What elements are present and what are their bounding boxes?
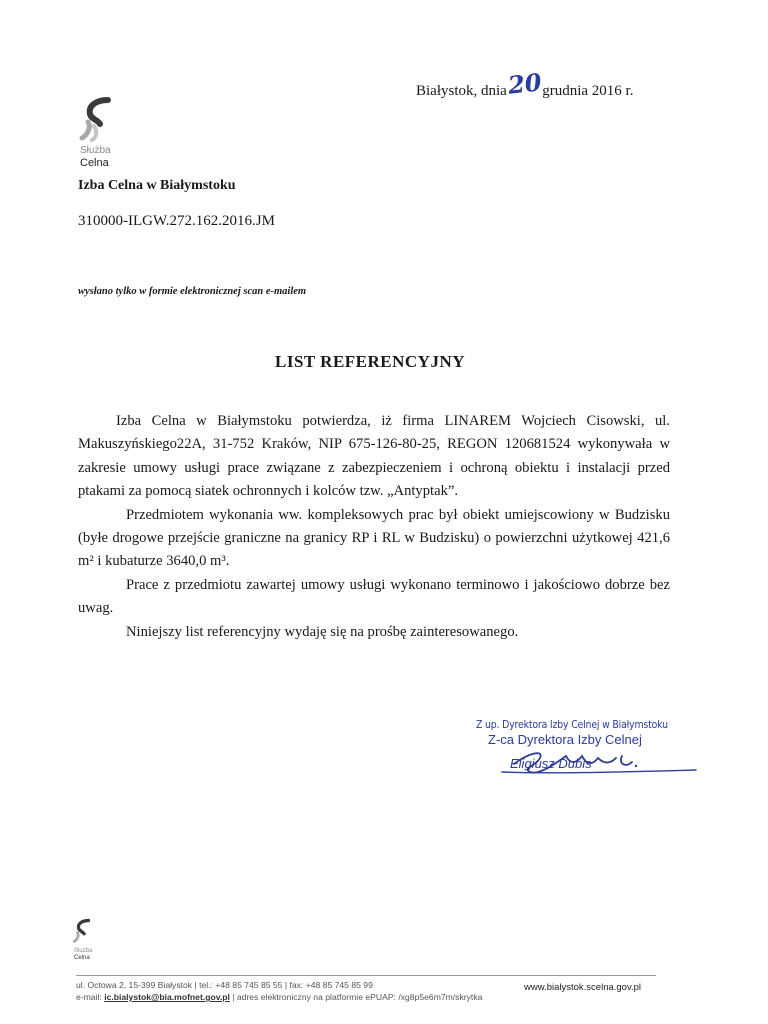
email-link[interactable]: ic.bialystok@bia.mofnet.gov.pl — [104, 992, 230, 1002]
delivery-note: wysłano tylko w formie elektronicznej scan e-mailem — [78, 286, 307, 297]
footer-contact — [76, 992, 482, 1002]
epuap-address: | adres elektroniczny na platformie ePUAP: /xg8p5e6m7m/skrytka — [232, 992, 483, 1002]
paragraph-2: Przedmiotem wykonania ww. kompleksowych prac był obiekt umiejscowiony w Budzisku (byłe drogowe przejście graniczne na granicy RP i RL w Budzisku) o powierzchni użytkowej 421,6 m² i kubaturze 3640,0 m³. — [78, 506, 670, 570]
document-title: LIST REFERENCYJNY — [274, 352, 466, 371]
footer-divider — [76, 975, 656, 976]
logo-text-line2: Celna — [80, 157, 109, 169]
date-line — [416, 67, 634, 101]
email-label: e-mail: — [76, 992, 102, 1002]
footer-address: ul. Octowa 2, 15-399 Białystok | tel.: +48 85 745 85 55 | fax: +48 85 745 85 99 — [76, 980, 373, 990]
logo-text-line1: Służba — [80, 145, 111, 156]
date-prefix: Białystok, dnia — [416, 83, 507, 99]
handwritten-signature-icon — [500, 742, 700, 782]
office-name: Izba Celna w Białymstoku — [78, 178, 236, 193]
customs-logo-icon — [78, 96, 118, 142]
footer-logo-line2: Celna — [74, 955, 90, 961]
footer-logo-line1: Służba — [74, 948, 93, 954]
handwritten-day: 20 — [506, 67, 543, 100]
website-link[interactable]: www.bialystok.scelna.gov.pl — [524, 982, 642, 993]
footer-logo-icon — [72, 918, 94, 944]
paragraph-4: Niniejszy list referencyjny wydaję się na prośbę zainteresowanego. — [126, 623, 519, 640]
stamp-line1: Z up. Dyrektora Izby Celnej w Białymstoku — [476, 718, 668, 731]
paragraph-3: Prace z przedmiotu zawartej umowy usługi wykonano terminowo i jakościowo dobrze bez uwag. — [78, 576, 670, 617]
stamp-line2: Z-ca Dyrektora Izby Celnej — [488, 732, 642, 747]
reference-number: 310000-ILGW.272.162.2016.JM — [78, 213, 275, 229]
date-suffix: grudnia 2016 r. — [542, 83, 634, 99]
stamp-name: Eligiusz Dubis — [510, 756, 592, 771]
letter-body — [78, 410, 670, 644]
paragraph-1: Izba Celna w Białymstoku potwierdza, iż firma LINAREM Wojciech Cisowski, ul. Makuszyńskiego22A, 31-752 Kraków, NIP 675-126-80-25, REGON 120681524 wykonywała w zakresie umowy usługi prace związane z zabezpieczeniem i ochroną obiektu i instalacji przed ptakami za pomocą siatek ochronnych i kolców tzw. „Antyptak”. — [78, 413, 670, 500]
